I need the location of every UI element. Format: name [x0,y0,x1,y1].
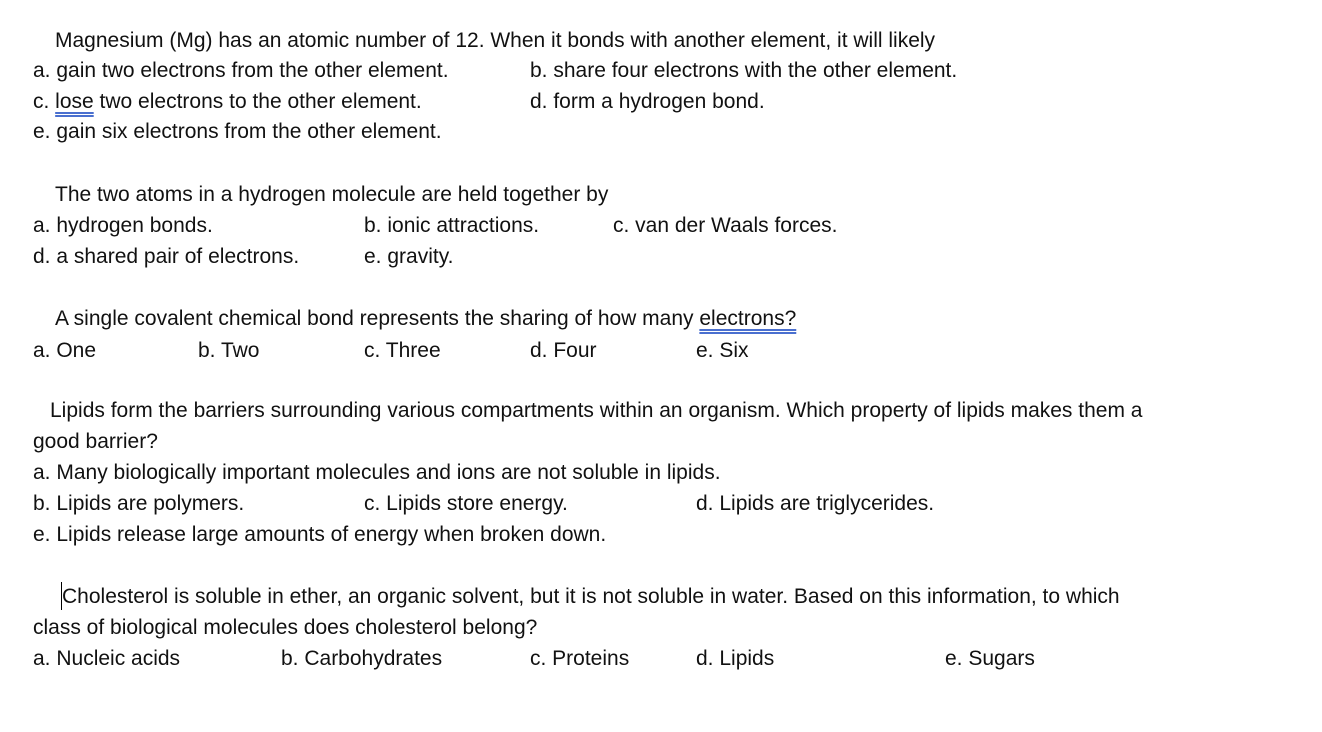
question-5-choice-d: d. Lipids [696,647,775,670]
question-4-choice-c: c. Lipids store energy. [364,492,568,515]
question-3-choice-c: c. Three [364,339,441,362]
question-3-stem [55,306,796,332]
question-4-choice-e: e. Lipids release large amounts of energy when broken down. [33,523,607,546]
question-5-stem-line-1: Cholesterol is soluble in ether, an organic solvent, but it is not soluble in water. Based on this information, to which [62,585,1120,608]
choice-c-text: two electrons to the other element. [99,90,422,113]
spellcheck-flagged-word[interactable]: electrons? [699,307,797,330]
question-5-stem-line-2: class of biological molecules does cholesterol belong? [33,616,538,639]
question-4-stem-line-1: Lipids form the barriers surrounding various compartments within an organism. Which property of lipids makes them a [50,399,1143,422]
choice-c-prefix: c. [33,90,56,113]
question-2-choice-b: b. ionic attractions. [364,214,540,237]
question-4-choice-d: d. Lipids are triglycerides. [696,492,935,515]
question-2-choice-a: a. hydrogen bonds. [33,214,213,237]
question-5-choice-c: c. Proteins [530,647,630,670]
question-1-choice-b: b. share four electrons with the other element. [530,59,958,82]
question-4-choice-b: b. Lipids are polymers. [33,492,245,515]
question-5-choice-e: e. Sugars [945,647,1035,670]
question-1-stem: Magnesium (Mg) has an atomic number of 12. When it bonds with another element, it will likely [55,29,936,52]
question-4-choice-a: a. Many biologically important molecules and ions are not soluble in lipids. [33,461,721,484]
question-3-stem-text: A single covalent chemical bond represents the sharing of how many [55,307,700,330]
question-1-choice-a: a. gain two electrons from the other element. [33,59,449,82]
question-5-choice-a: a. Nucleic acids [33,647,181,670]
question-3-choice-a: a. One [33,339,97,362]
question-1-choice-d: d. form a hydrogen bond. [530,90,765,113]
spellcheck-flagged-word[interactable]: lose [55,90,94,113]
question-5-choice-b: b. Carbohydrates [281,647,443,670]
question-2-choice-e: e. gravity. [364,245,454,268]
question-4-stem-line-2: good barrier? [33,430,158,453]
question-2-stem: The two atoms in a hydrogen molecule are held together by [55,183,609,206]
question-2-choice-d: d. a shared pair of electrons. [33,245,300,268]
question-3-choice-d: d. Four [530,339,597,362]
question-1-choice-e: e. gain six electrons from the other element. [33,120,442,143]
question-3-choice-b: b. Two [198,339,260,362]
question-3-choice-e: e. Six [696,339,749,362]
question-1-choice-c [33,89,422,115]
question-2-choice-c: c. van der Waals forces. [613,214,838,237]
